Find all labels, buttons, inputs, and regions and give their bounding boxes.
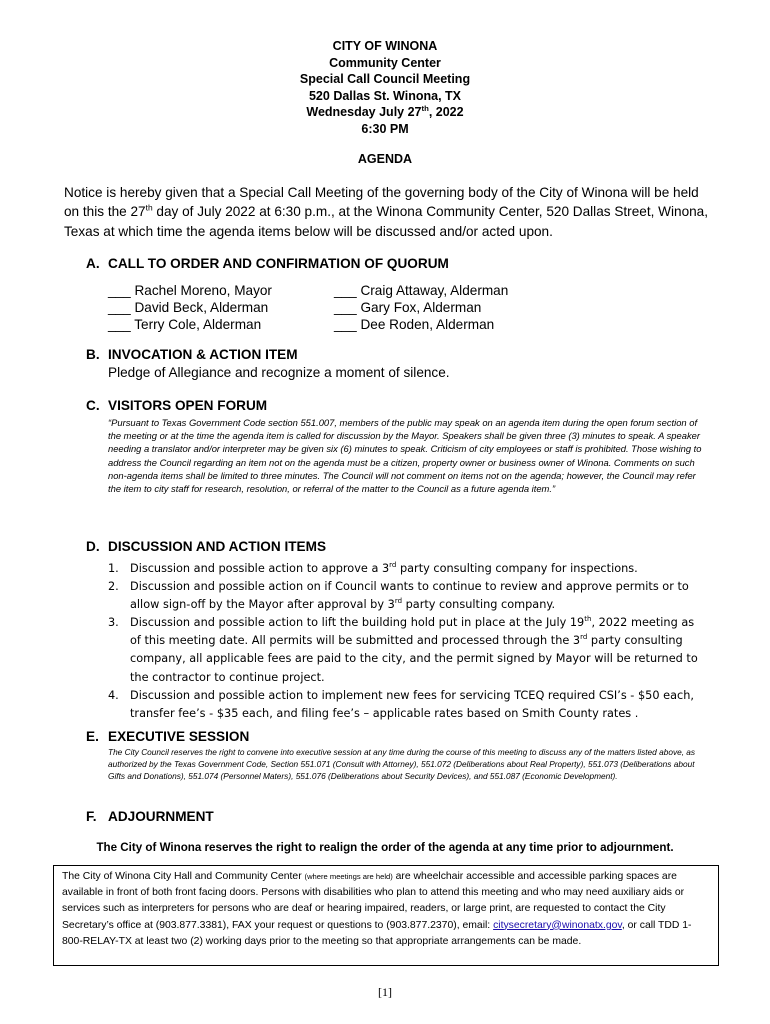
roll-call-entry: ___ Dee Roden, Alderman: [334, 317, 495, 332]
meeting-type: Special Call Council Meeting: [299, 72, 471, 86]
list-item: 3. Discussion and possible action to lift the building hold put in place at the July 19th, 2022 meeting as of this meeting date. All permits will be submitted and processed through the 3rd party consulting company, all applicable fees are paid to the city, and the permit signed by Mayor will be returned to the contractor to continue project.: [108, 615, 698, 684]
roll-call-entry: ___ Terry Cole, Alderman: [108, 317, 262, 332]
list-item: 4. Discussion and possible action to implement new fees for servicing TCEQ required CSI’s - $50 each, transfer fee’s - $35 each, and filing fee’s – applicable rates based on Smith County rates .: [108, 688, 694, 720]
email-link[interactable]: citysecretary@winonatx.gov: [493, 919, 622, 931]
list-item: 1. Discussion and possible action to approve a 3rd party consulting company for inspections.: [108, 561, 638, 575]
list-item: 2. Discussion and possible action on if Council wants to continue to review and approve permits or to allow sign-off by the Mayor after approval by 3rd party consulting company.: [108, 580, 689, 612]
meeting-notice: Notice is hereby given that a Special Call Meeting of the governing body of the City of Winona will be held on this the 27th day of July 2022 at 6:30 p.m., at the Winona Community Center, 520 Dallas Street, Winona, Texas at which time the agenda items below will be discussed and/or acted upon.: [64, 185, 709, 239]
accessibility-notice: The City of Winona City Hall and Community Center (where meetings are held) are wheelchair accessible and accessible parking spaces are available in front of both front facing doors. Persons with disabilities who plan to attend this meeting and who may need auxiliary aids or services such as interpreters for persons who are deaf or hearing impaired, readers, or large print, are requested to contact the City Secretary’s office at (903.877.3381), FAX your request or questions to (903.877.2370), email: citysecretary@winonatx.gov, or call TDD 1-800-RELAY-TX at least two (2) working days prior to the meeting so that appropriate arrangements can be made.: [53, 865, 719, 966]
agenda-title: AGENDA: [357, 152, 413, 166]
roll-call-right: [334, 282, 508, 333]
open-forum-text: “Pursuant to Texas Government Code section 551.007, members of the public may speak on an agenda item during the open forum section of the meeting or at the time the agenda item is called for discussion by the Mayor. Speakers shall be given three (3) minutes to speak. A speaker needing a translator and/or interpreter may be given six (6) minutes to speak. Criticism of city employees or staff is prohibited. Those wishing to address the Council regarding an item not on the agenda must be a citizen, property owner or business owner of Winona. Comments on such non-agenda items shall be limited to three minutes. The Council will not comment on items not on the agenda; however, the Council may refer the item to city staff for research, resolution, or referral of the matter to the Council as a future agenda item.”: [108, 417, 702, 495]
section-d-heading: D. DISCUSSION AND ACTION ITEMS: [86, 539, 327, 554]
meeting-date: Wednesday July 27th, 2022: [306, 103, 464, 119]
meeting-header: [0, 38, 770, 137]
meeting-time: 6:30 PM: [361, 121, 409, 136]
roll-call-entry: ___ Gary Fox, Alderman: [334, 300, 482, 315]
section-b-heading: B. INVOCATION & ACTION ITEM: [86, 347, 298, 362]
closing-statement: The City of Winona reserves the right to realign the order of the agenda at any time prior to adjournment.: [96, 841, 674, 854]
section-a-heading: A. CALL TO ORDER AND CONFIRMATION OF QUORUM: [86, 256, 449, 271]
venue-address: 520 Dallas St. Winona, TX: [308, 88, 461, 103]
section-c-heading: C. VISITORS OPEN FORUM: [86, 398, 268, 413]
section-e-heading: E. EXECUTIVE SESSION: [86, 729, 250, 744]
venue-name: Community Center: [329, 55, 441, 70]
roll-call-entry: ___ Rachel Moreno, Mayor: [108, 283, 272, 298]
action-items-list: [108, 560, 708, 723]
executive-session-text: The City Council reserves the right to convene into executive session at any time during the course of this meeting to discuss any of the matters listed above, as authorized by the Texas Government Code, Section 551.071 (Consult with Attorney), 551.072 (Deliberations about Real Property), 551.073 (Deliberations about Gifts and Donations), 551.074 (Personnel Maters), 551.076 (Deliberations about Security Devices), and 551.087 (Economic Development).: [108, 747, 696, 782]
page-number: [1]: [378, 985, 392, 999]
roll-call-entry: ___ David Beck, Alderman: [108, 300, 269, 315]
roll-call-left: [108, 282, 272, 333]
roll-call-entry: ___ Craig Attaway, Alderman: [334, 283, 509, 298]
city-name: CITY OF WINONA: [332, 39, 438, 53]
section-f-heading: F. ADJOURNMENT: [86, 809, 214, 824]
invocation-text: Pledge of Allegiance and recognize a moment of silence.: [108, 365, 450, 380]
